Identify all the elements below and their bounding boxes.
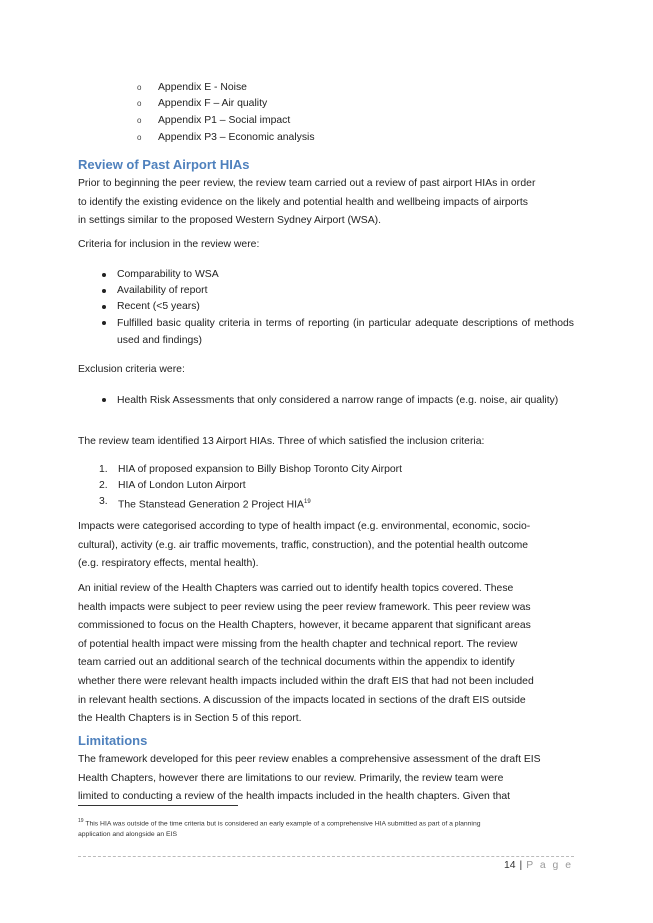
appendix-item-text: Appendix P3 – Economic analysis <box>158 132 315 143</box>
text-line: team carried out an additional search of the technical documents within the appendix to identify <box>78 657 515 669</box>
appendix-item-text: Appendix P1 – Social impact <box>158 115 291 126</box>
footnote-ref[interactable]: 19 <box>303 499 311 505</box>
footer-separator <box>78 856 574 857</box>
text-line: cultural), activity (e.g. air traffic movements, traffic, construction), and the potential health outcome <box>78 539 529 551</box>
footnote-text: application and alongside an EIS <box>78 831 178 839</box>
text-line: of potential health impact were missing from the health chapter and technical report. The review <box>78 638 518 650</box>
footnote-separator <box>78 805 238 806</box>
criteria-item-text: Comparability to WSA <box>117 269 219 280</box>
text-line: commissioned to focus on the Health Chapters, however, it became apparent that significant areas <box>78 620 531 632</box>
bullet-icon <box>102 289 106 293</box>
text-line: limited to conducting a review of the health impacts included in the health chapters. Given that <box>78 791 511 803</box>
list-number: 3. <box>99 496 108 507</box>
impacts-paragraph <box>78 518 574 574</box>
text-line: health impacts were subject to peer review using the peer review framework. This peer review was <box>78 601 531 613</box>
appendix-item-text: Appendix F – Air quality <box>158 98 268 109</box>
limitations-paragraph <box>78 751 574 807</box>
hia-list-text <box>118 495 311 512</box>
criteria-item-text: Availability of report <box>117 285 208 296</box>
hollow-bullet-icon: o <box>137 99 142 108</box>
text-line: The framework developed for this peer review enables a comprehensive assessment of the draft EIS <box>78 754 541 765</box>
text-line: to identify the existing evidence on the likely and potential health and wellbeing impacts of airports <box>78 196 528 208</box>
criteria-item-text: Recent (<5 years) <box>117 301 200 312</box>
exclusion-intro: Exclusion criteria were: <box>78 364 185 375</box>
text-line: in settings similar to the proposed Western Sydney Airport (WSA). <box>78 215 381 227</box>
exclusion-item <box>102 392 574 428</box>
text-line: (e.g. respiratory effects, mental health). <box>78 558 259 570</box>
page-label: P a g e <box>526 860 573 871</box>
intro-paragraph <box>78 175 574 231</box>
exclusion-item-text: Health Risk Assessments that only considered a narrow range of impacts (e.g. noise, air quality) <box>117 395 559 406</box>
appendix-item-text: Appendix E - Noise <box>158 82 247 93</box>
text-line: Impacts were categorised according to type of health impact (e.g. environmental, economic, socio- <box>78 521 531 532</box>
initial-review-paragraph <box>78 580 574 729</box>
identified-paragraph: The review team identified 13 Airport HIAs. Three of which satisfied the inclusion criteria: <box>78 436 485 447</box>
criteria-intro: Criteria for inclusion in the review were: <box>78 239 260 250</box>
hia-list-text-main: The Stanstead Generation 2 Project HIA <box>118 499 304 511</box>
section-heading-review: Review of Past Airport HIAs <box>78 157 250 172</box>
text-line: whether there were relevant health impacts included within the draft EIS that had not been included <box>78 675 534 687</box>
text-line: in relevant health sections. A discussion of the impacts located in sections of the draft EIS outside <box>78 694 526 706</box>
bullet-icon <box>102 305 106 309</box>
text-line: Health Chapters, however there are limitations to our review. Primarily, the review team were <box>78 772 504 784</box>
text-line: Prior to beginning the peer review, the review team carried out a review of past airport HIAs in order <box>78 178 536 189</box>
footnote-text: This HIA was outside of the time criteria but is considered an early example of a comprehensive HIA submitted as part of a planning <box>85 820 481 828</box>
bullet-icon <box>102 273 106 277</box>
page-number: 14 <box>503 860 516 871</box>
criteria-item-text: Fulfilled basic quality criteria in terms of reporting (in particular adequate descriptions of methods used and findings) <box>117 318 574 346</box>
hollow-bullet-icon: o <box>137 133 142 142</box>
list-number: 1. <box>99 464 108 475</box>
text-line: the Health Chapters is in Section 5 of this report. <box>78 713 302 725</box>
bullet-icon <box>102 321 106 325</box>
footer-separator-bar: | <box>519 860 523 871</box>
section-heading-limitations: Limitations <box>78 733 148 748</box>
hia-list-text: HIA of London Luton Airport <box>118 480 246 491</box>
page-footer <box>504 860 573 871</box>
footnote <box>78 816 578 840</box>
list-number: 2. <box>99 480 108 491</box>
hia-list-text: HIA of proposed expansion to Billy Bishop Toronto City Airport <box>118 464 402 475</box>
criteria-item <box>102 315 574 351</box>
footnote-number: 19 <box>78 818 84 824</box>
hollow-bullet-icon: o <box>137 83 142 92</box>
hollow-bullet-icon: o <box>137 116 142 125</box>
text-line: An initial review of the Health Chapters was carried out to identify health topics covered. These <box>78 583 514 594</box>
bullet-icon <box>102 398 106 402</box>
